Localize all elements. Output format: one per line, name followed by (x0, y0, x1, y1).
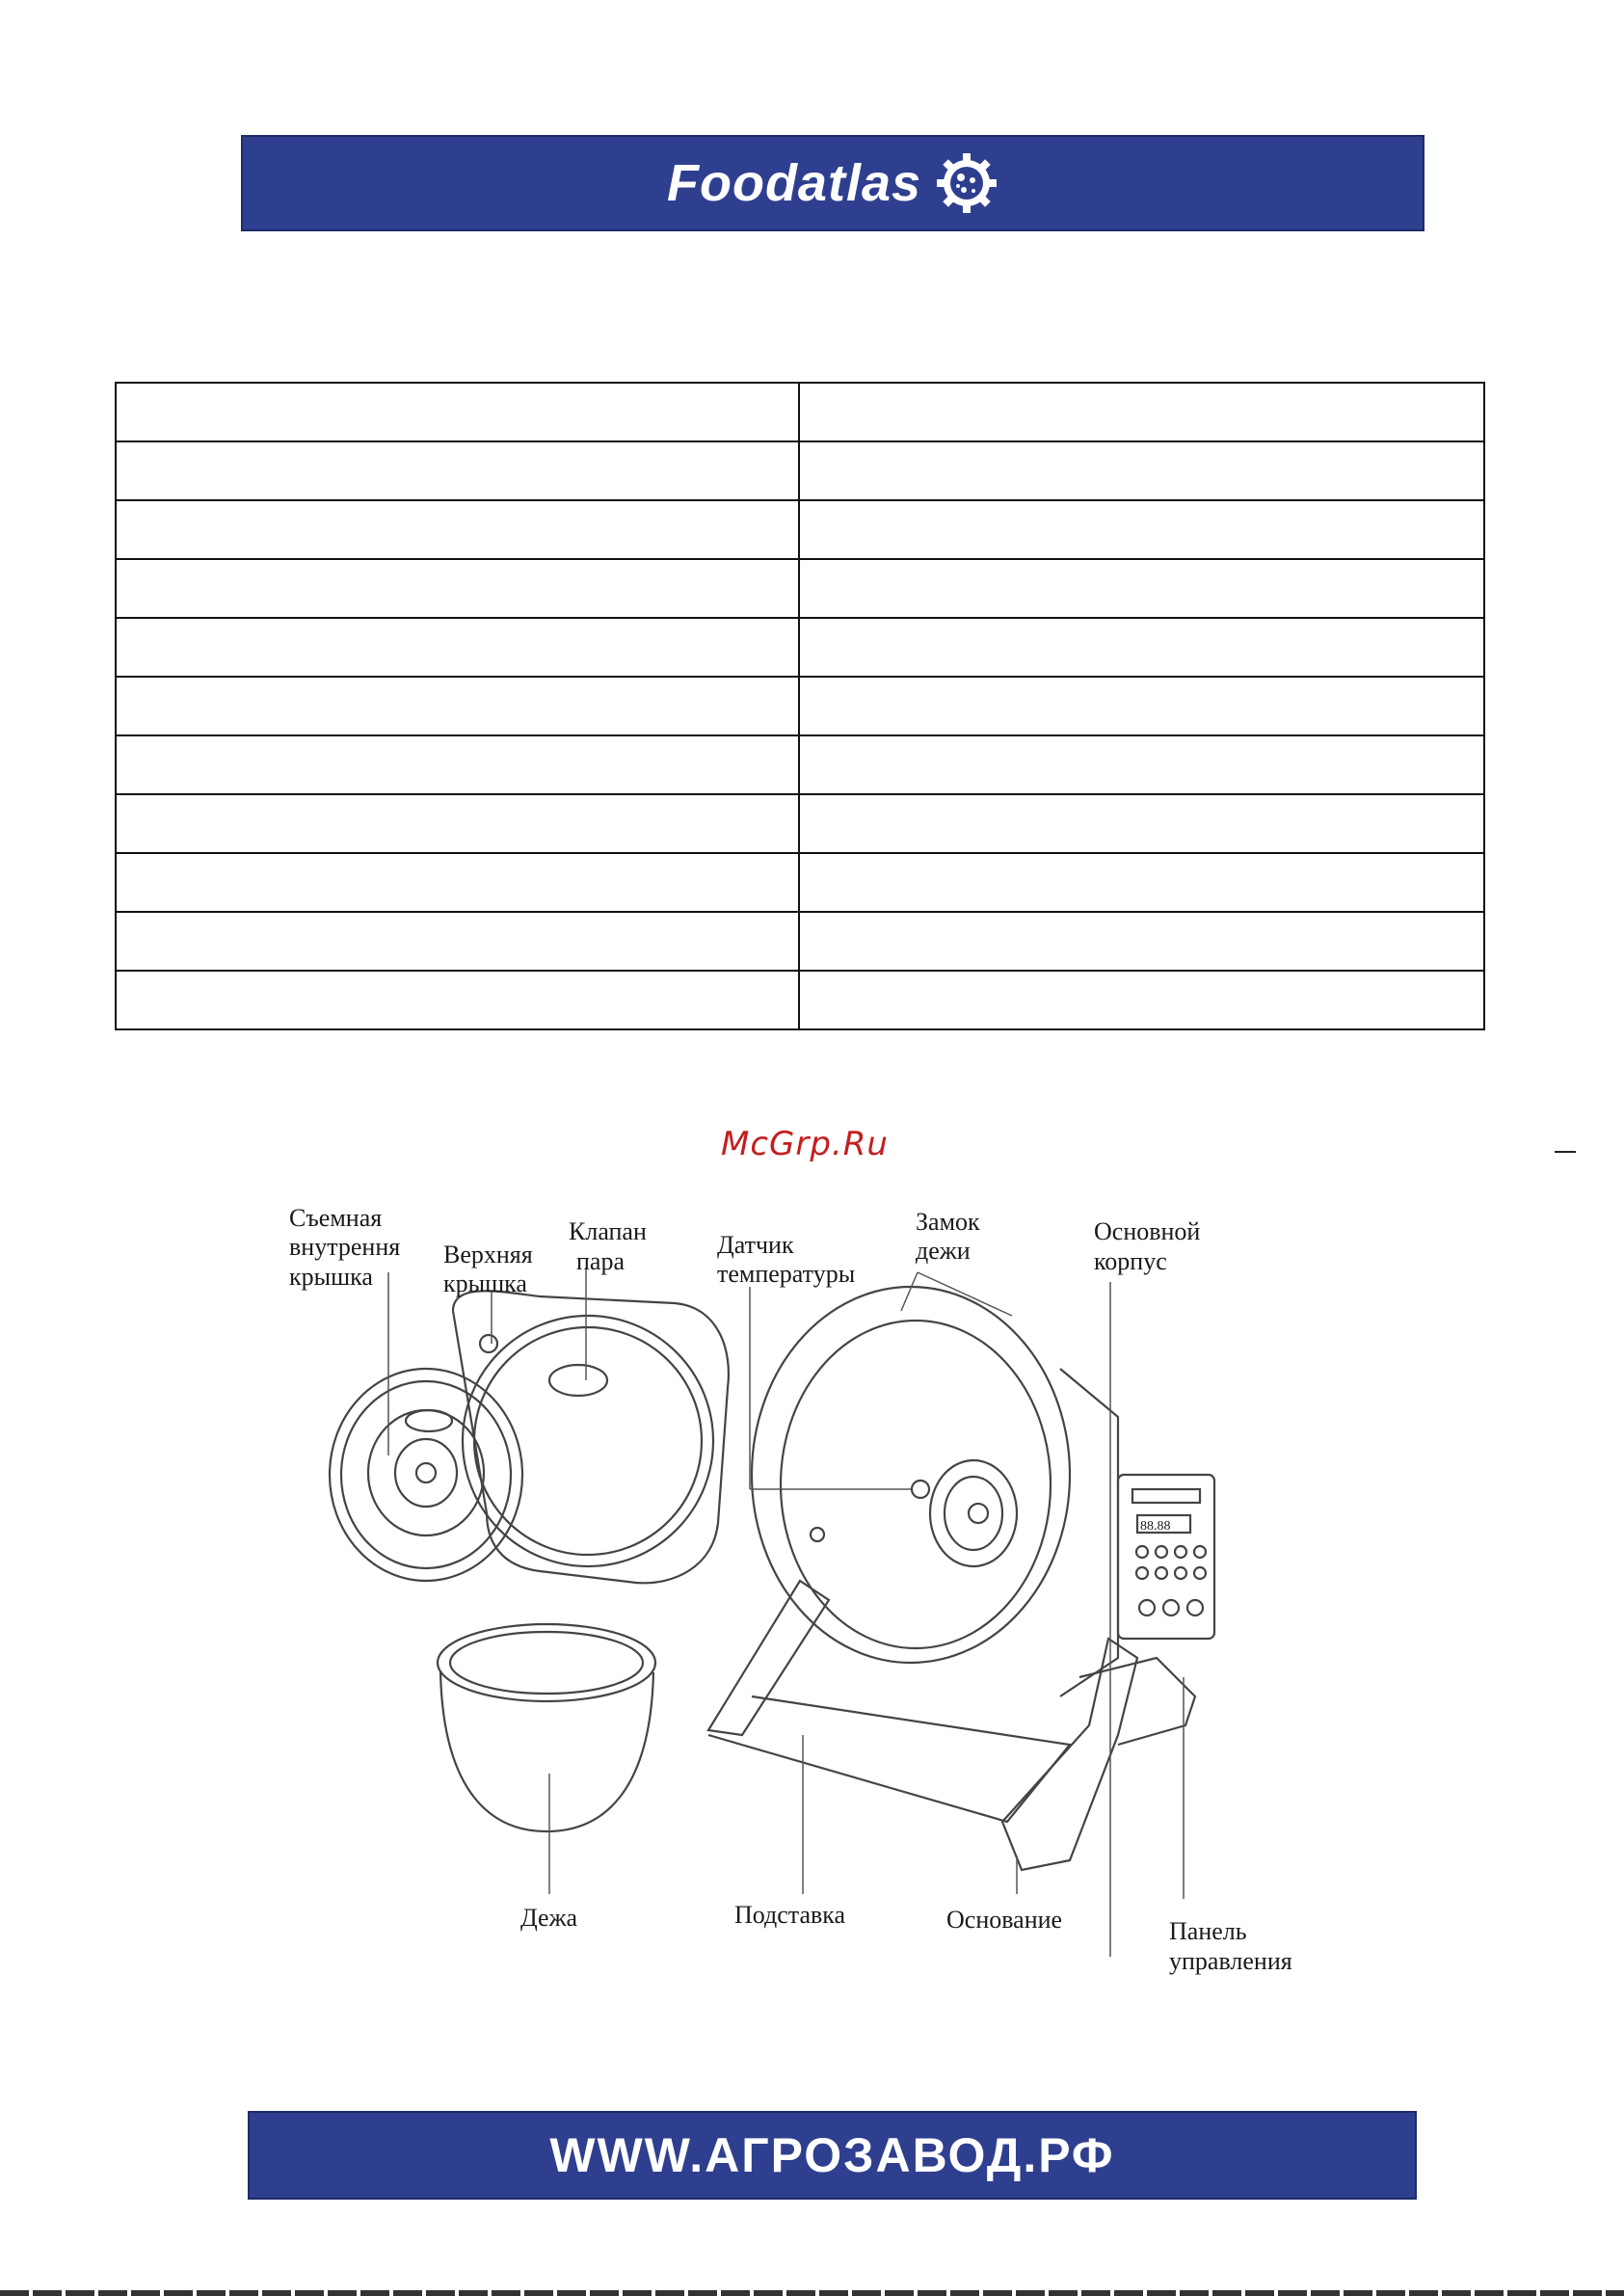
label-stand: Подставка (734, 1901, 846, 1929)
label-temp-sensor-1: Датчик (717, 1231, 794, 1259)
top-lid-shape (453, 1291, 729, 1583)
label-top-lid-1: Верхняя (443, 1241, 533, 1268)
label-bowl-lock-1: Замок (916, 1208, 980, 1236)
label-bowl-lock-2: дежи (916, 1237, 971, 1265)
label-control-panel-2: управления (1169, 1947, 1292, 1975)
brand-logo-text: Foodatlas (666, 154, 922, 212)
url-banner[interactable] (248, 2111, 1417, 2200)
inner-lid-shape (330, 1369, 522, 1581)
bowl-shape (438, 1624, 655, 1701)
footer-divider (0, 2290, 1624, 2296)
label-main-body-1: Основной (1094, 1217, 1201, 1245)
main-body-shape (752, 1287, 1070, 1663)
label-temp-sensor-2: температуры (717, 1260, 856, 1288)
label-removable-inner-lid-2: внутрення (289, 1233, 401, 1261)
label-control-panel-1: Панель (1169, 1917, 1247, 1945)
panel-display-readout: 88.88 (1140, 1519, 1171, 1534)
label-steam-valve-2: пара (576, 1247, 625, 1275)
site-url[interactable]: WWW.АГРОЗАВОД.РФ (549, 2128, 1115, 2182)
label-removable-inner-lid-3: крышка (289, 1263, 373, 1291)
label-steam-valve-1: Клапан (569, 1217, 647, 1245)
label-main-body-2: корпус (1094, 1247, 1167, 1275)
label-base: Основание (946, 1906, 1063, 1934)
label-bowl: Дежа (520, 1904, 578, 1932)
watermark[interactable]: McGrp.Ru (721, 1125, 889, 1163)
label-top-lid-2: крышка (443, 1269, 527, 1297)
label-removable-inner-lid-1: Съемная (289, 1204, 383, 1232)
stand-shape (708, 1581, 829, 1735)
